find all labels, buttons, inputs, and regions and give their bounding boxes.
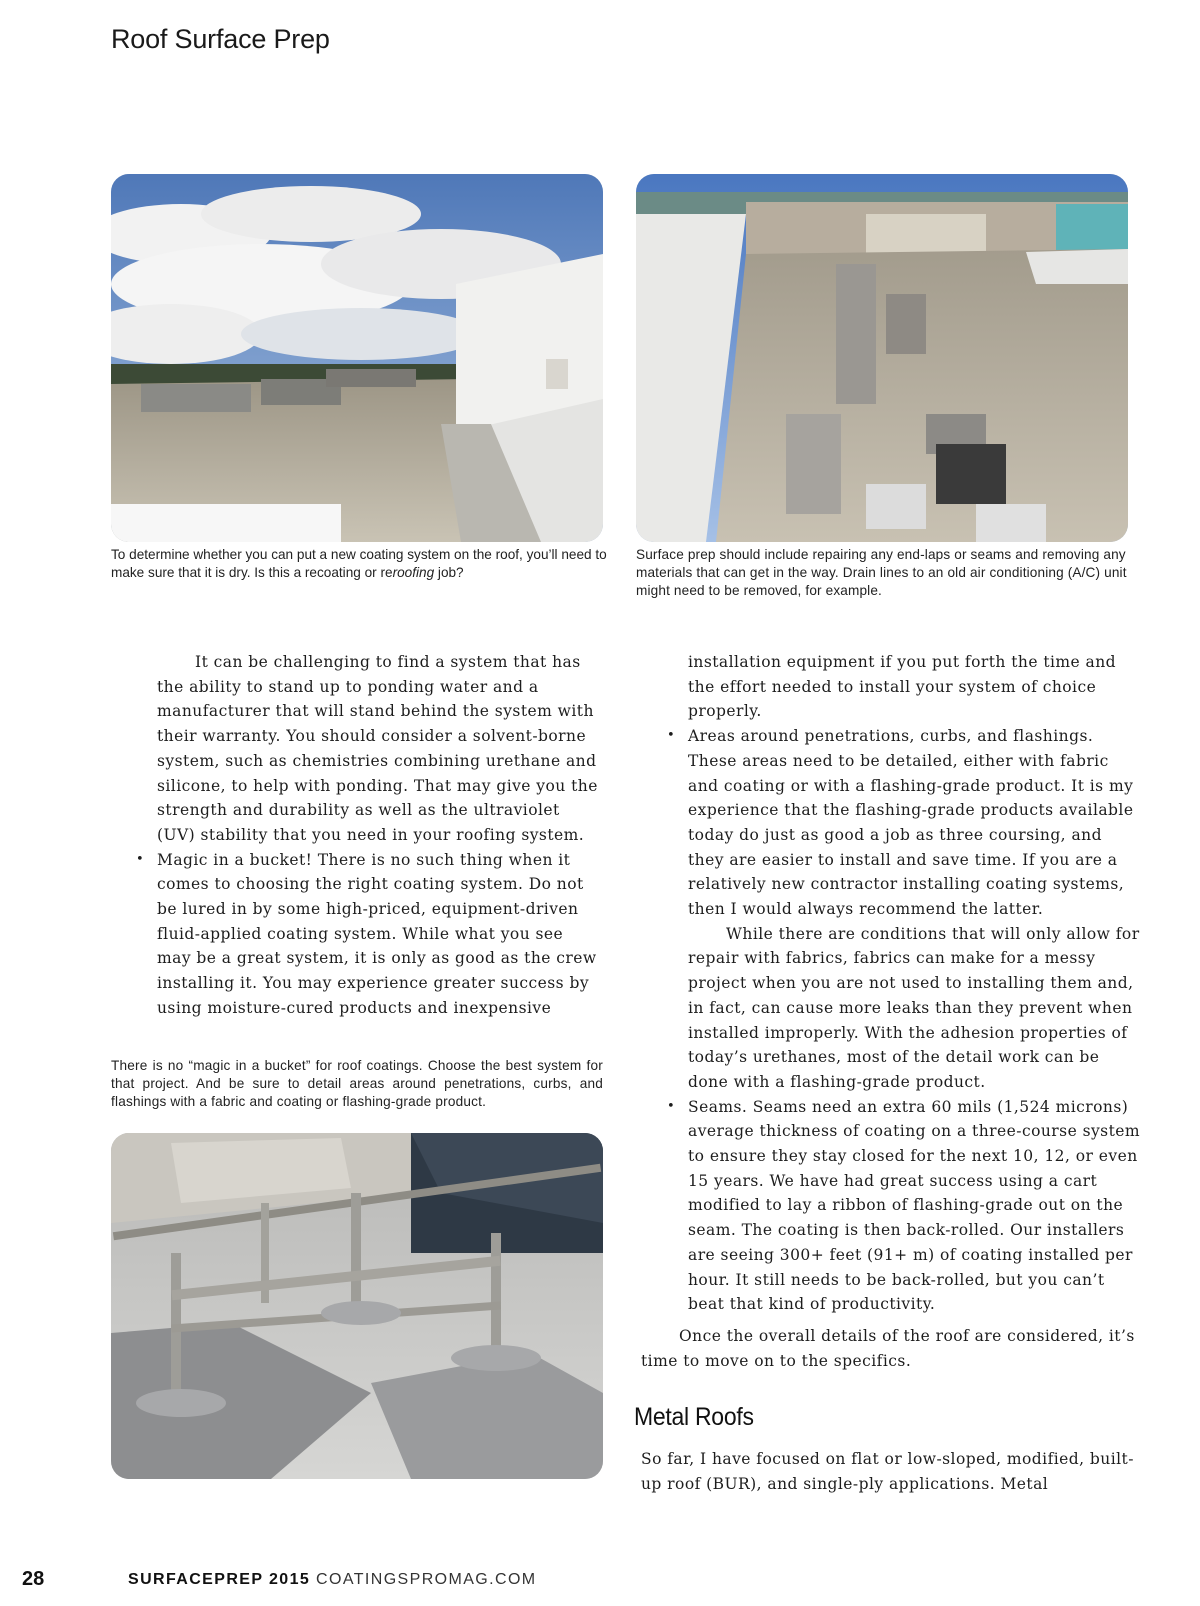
- caption-1-text: To determine whether you can put a new coating system on the roof, you’ll need to make sure that it is dry. Is this a recoating or re: [111, 547, 607, 580]
- pipe-supports-photo: [111, 1133, 603, 1479]
- bullet-penetrations-text: Areas around penetrations, curbs, and flashings. These areas need to be detailed, either with fabric and coating or with a flashing-grade product. It is my experience that the flashing-grade products available today do just as good a job as three coursing, and they are easier to install and save time. If you are a relatively new contractor installing coating systems, then I would always recommend the latter.: [688, 727, 1134, 919]
- metal-roofs-heading: Metal Roofs: [634, 1403, 754, 1431]
- photo-3-caption: There is no “magic in a bucket” for roof coatings. Choose the best system for that project. And be sure to detail areas around penetrations, curbs, and flashings with a fabric and coating or flashing-grade product.: [111, 1058, 603, 1109]
- metal-roofs-paragraph: So far, I have focused on flat or low-sloped, modified, built-up roof (BUR), and single-ply applications. Metal: [641, 1450, 1134, 1493]
- bullet-seams: • Seams. Seams need an extra 60 mils (1,524 microns) average thickness of coating on a three-course system to ensure they stay closed for the next 10, 12, or even 15 years. We have had great success using a cart modified to lay a ribbon of flashing-grade out on the seam. The coating is then back-rolled. Our installers are seeing 300+ feet (91+ m) of coating installed per hour. It still needs to be back-rolled, but you can’t beat that kind of productivity.: [688, 1095, 1141, 1317]
- left-bullet-list: [157, 848, 602, 1021]
- photo-2-caption: Surface prep should include repairing any end-laps or seams and removing any materials that can get in the way. Drain lines to an old air conditioning (A/C) unit might need to be removed, for example.: [636, 547, 1127, 598]
- bullet-magic-in-a-bucket: • Magic in a bucket! There is no such thing when it comes to choosing the right coating system. Do not be lured in by some high-priced, equipment-driven fluid-applied coating system. While what you see may be a great system, it is only as good as the crew installing it. You may experience greater success by using moisture-cured products and inexpensive: [157, 848, 602, 1021]
- right-continuation: installation equipment if you put forth the time and the effort needed to install your system of choice properly.: [688, 653, 1117, 721]
- caption-1-end: job?: [434, 565, 464, 580]
- left-paragraph-1: It can be challenging to find a system that has the ability to stand up to ponding water and a manufacturer that will stand behind the system with their warranty. You should consider a solvent-borne system, such as chemistries combining urethane and silicone, to help with ponding. That may give you the strength and durability as well as the ultraviolet (UV) stability that you need in your roofing system.: [157, 653, 598, 844]
- bullet-penetrations-paragraph: While there are conditions that will only allow for repair with fabrics, fabrics can make for a messy project when you are not used to installing them and, in fact, can cause more leaks than they prevent when installed improperly. With the adhesion properties of today’s urethanes, most of the detail work can be done with a flashing-grade product.: [688, 924, 1140, 1091]
- right-column: [688, 650, 1141, 1317]
- magazine-name: SURFACEPREP 2015: [128, 1571, 311, 1588]
- rooftop-photo-2: [636, 174, 1128, 542]
- bullet-penetrations: [688, 724, 1141, 1095]
- photo-1-caption: [111, 546, 607, 582]
- left-column: [157, 650, 602, 1021]
- section-title: Roof Surface Prep: [111, 24, 330, 54]
- rooftop-photo-1: [111, 174, 603, 542]
- footer-magazine: [128, 1571, 537, 1589]
- closing-text: Once the overall details of the roof are considered, it’s time to move on to the specifics.: [641, 1327, 1135, 1370]
- right-bullet-list: [688, 724, 1141, 1317]
- page-number: 28: [22, 1568, 45, 1590]
- caption-1-italic: roofing: [392, 565, 435, 580]
- closing-paragraph: [641, 1324, 1141, 1373]
- website: COATINGSPROMAG.COM: [316, 1571, 537, 1588]
- metal-roofs-text: [641, 1447, 1141, 1496]
